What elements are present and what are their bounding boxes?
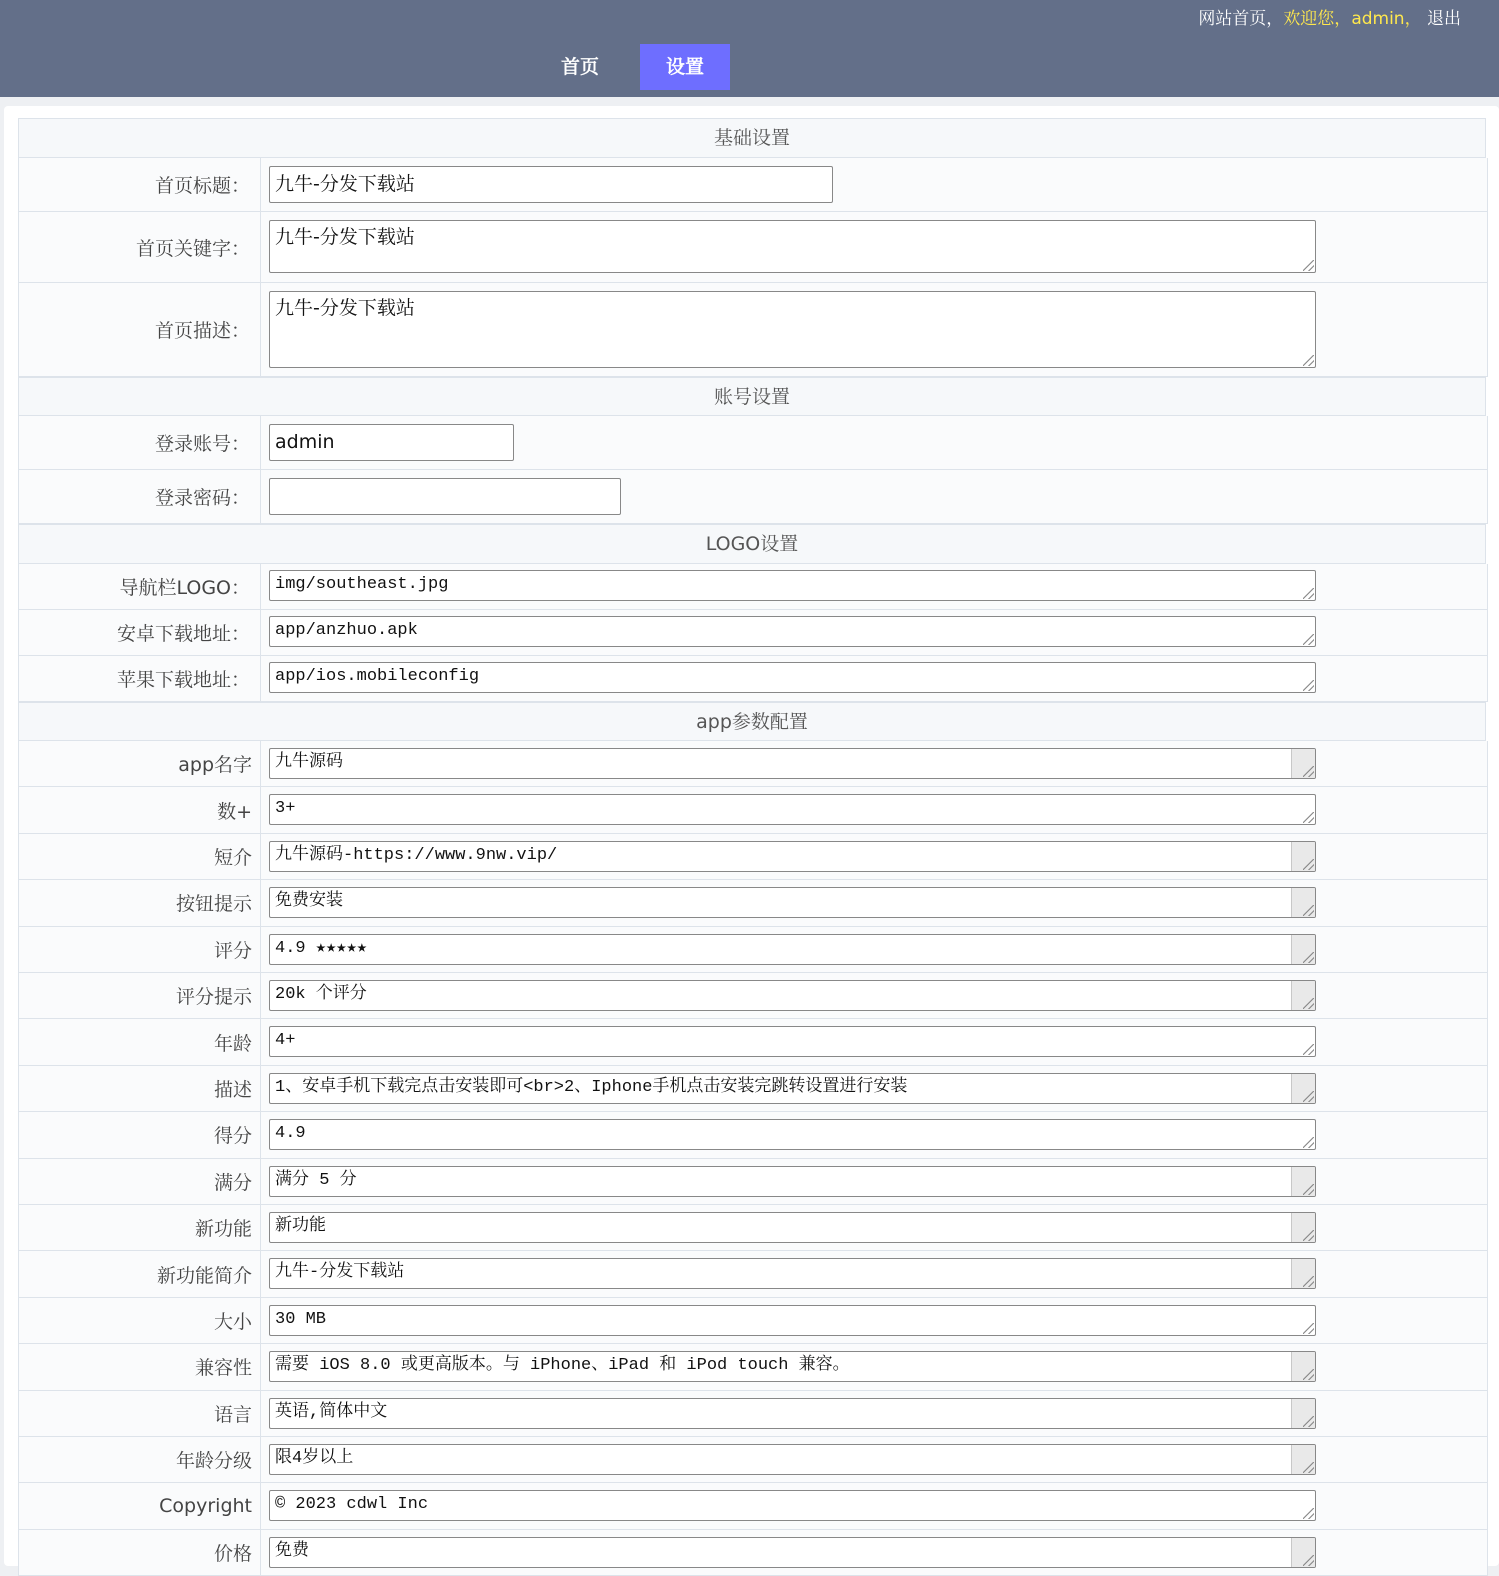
nav-tab-home[interactable]: 首页	[560, 56, 599, 78]
app-config-textarea[interactable]	[269, 1166, 1316, 1197]
android-url-value: app/anzhuo.apk	[275, 621, 418, 640]
row-ios-url	[18, 656, 1488, 702]
app-config-row	[18, 880, 1488, 926]
app-config-label: app名字	[19, 741, 261, 786]
app-config-value: 免费	[275, 1541, 309, 1561]
app-config-textarea[interactable]	[269, 1398, 1316, 1429]
app-config-value: 九牛源码	[275, 753, 343, 772]
app-config-value: 英语,简体中文	[275, 1402, 388, 1422]
user-name: admin，	[1351, 9, 1422, 29]
app-config-row	[18, 1112, 1488, 1158]
resize-grip-icon[interactable]	[1303, 588, 1314, 599]
resize-grip-icon[interactable]	[1303, 766, 1314, 777]
app-config-value: 4+	[275, 1031, 296, 1051]
app-config-label: 按钮提示	[19, 880, 261, 925]
resize-grip-icon[interactable]	[1303, 1184, 1314, 1195]
row-home-title	[18, 158, 1488, 212]
ios-url-label: 苹果下载地址：	[19, 656, 261, 701]
login-account-input[interactable]: admin	[269, 424, 514, 461]
nav-logo-value: img/southeast.jpg	[275, 575, 449, 594]
home-keywords-textarea[interactable]	[269, 220, 1316, 273]
nav-logo-textarea[interactable]	[269, 570, 1316, 601]
home-description-value: 九牛-分发下载站	[275, 297, 415, 319]
app-config-textarea[interactable]	[269, 1119, 1316, 1150]
app-config-value: 4.9 ★★★★★	[275, 938, 367, 958]
section-header-account: 账号设置	[18, 377, 1486, 416]
row-login-password	[18, 470, 1488, 524]
resize-grip-icon[interactable]	[1303, 1555, 1314, 1566]
app-config-value: 九牛-分发下载站	[275, 1263, 405, 1283]
app-config-value: 1、安卓手机下载完点击安装即可<br>2、Iphone手机点击安装完跳转设置进行安装	[275, 1077, 908, 1097]
resize-grip-icon[interactable]	[1303, 634, 1314, 645]
app-config-value: 九牛源码-https://www.9nw.vip/	[275, 845, 558, 865]
app-config-value: 满分 5 分	[275, 1170, 357, 1190]
section-header-logo: LOGO设置	[18, 524, 1486, 564]
app-config-textarea[interactable]	[269, 841, 1316, 872]
app-config-row	[18, 1437, 1488, 1483]
app-config-row	[18, 1344, 1488, 1390]
resize-grip-icon[interactable]	[1303, 260, 1314, 271]
app-config-textarea[interactable]	[269, 1490, 1316, 1521]
app-config-textarea[interactable]	[269, 1305, 1316, 1336]
home-description-textarea[interactable]	[269, 291, 1316, 368]
app-config-label: 评分	[19, 927, 261, 972]
resize-grip-icon[interactable]	[1303, 812, 1314, 823]
app-config-value: 4.9	[275, 1124, 306, 1144]
resize-grip-icon[interactable]	[1303, 1323, 1314, 1334]
app-config-label: 年龄	[19, 1019, 261, 1064]
app-config-row	[18, 973, 1488, 1019]
app-config-label: 兼容性	[19, 1344, 261, 1389]
row-home-description	[18, 283, 1488, 377]
login-account-label: 登录账号：	[19, 416, 261, 469]
nav-tab-settings[interactable]: 设置	[640, 44, 730, 90]
home-keywords-value: 九牛-分发下载站	[275, 226, 415, 248]
resize-grip-icon[interactable]	[1303, 1276, 1314, 1287]
app-config-label: 满分	[19, 1159, 261, 1204]
app-config-textarea[interactable]	[269, 1444, 1316, 1475]
app-config-row	[18, 1205, 1488, 1251]
app-config-label: 数+	[19, 787, 261, 832]
app-config-row	[18, 1066, 1488, 1112]
top-links	[1198, 4, 1461, 29]
resize-grip-icon[interactable]	[1303, 1230, 1314, 1241]
login-password-label: 登录密码：	[19, 470, 261, 523]
resize-grip-icon[interactable]	[1303, 680, 1314, 691]
app-config-label: 评分提示	[19, 973, 261, 1018]
app-config-row	[18, 741, 1488, 787]
row-android-url	[18, 610, 1488, 656]
app-config-textarea[interactable]	[269, 887, 1316, 918]
app-config-row	[18, 1019, 1488, 1065]
resize-grip-icon[interactable]	[1303, 905, 1314, 916]
home-description-label: 首页描述：	[19, 283, 261, 376]
app-config-textarea[interactable]	[269, 1537, 1316, 1568]
home-keywords-label: 首页关键字：	[19, 212, 261, 282]
app-config-value: 免费安装	[275, 892, 343, 912]
app-config-label: 年龄分级	[19, 1437, 261, 1482]
row-home-keywords	[18, 212, 1488, 283]
app-config-textarea[interactable]	[269, 934, 1316, 965]
row-login-account	[18, 416, 1488, 470]
resize-grip-icon[interactable]	[1303, 1044, 1314, 1055]
app-config-label: 新功能简介	[19, 1251, 261, 1296]
welcome-text: 欢迎您，	[1283, 9, 1352, 29]
app-config-value: 限4岁以上	[275, 1449, 354, 1468]
app-config-value: 3+	[275, 799, 296, 819]
app-config-textarea[interactable]	[269, 1073, 1316, 1104]
app-config-label: Copyright	[19, 1483, 261, 1528]
resize-grip-icon[interactable]	[1303, 998, 1314, 1009]
top-nav-bar	[0, 0, 1499, 97]
app-config-label: 价格	[19, 1530, 261, 1575]
app-config-row	[18, 1159, 1488, 1205]
app-config-textarea[interactable]	[269, 794, 1316, 825]
site-home-link[interactable]: 网站首页，	[1198, 9, 1284, 29]
app-config-row	[18, 1251, 1488, 1297]
resize-grip-icon[interactable]	[1303, 952, 1314, 963]
nav-logo-label: 导航栏LOGO：	[19, 564, 261, 609]
resize-grip-icon[interactable]	[1303, 1137, 1314, 1148]
app-config-value: 新功能	[275, 1217, 326, 1236]
ios-url-value: app/ios.mobileconfig	[275, 667, 480, 686]
app-config-row	[18, 787, 1488, 833]
resize-grip-icon[interactable]	[1303, 1369, 1314, 1380]
app-config-value: © 2023 cdwl Inc	[275, 1495, 429, 1515]
app-config-label: 得分	[19, 1112, 261, 1157]
resize-grip-icon[interactable]	[1303, 1462, 1314, 1473]
app-config-textarea[interactable]	[269, 748, 1316, 779]
login-password-input[interactable]	[269, 478, 621, 515]
section-header-basic: 基础设置	[18, 118, 1486, 158]
app-config-row	[18, 1298, 1488, 1344]
resize-grip-icon[interactable]	[1303, 859, 1314, 870]
app-config-value: 需要 iOS 8.0 或更高版本。与 iPhone、iPad 和 iPod touch 兼容。	[275, 1356, 850, 1376]
ios-url-textarea[interactable]	[269, 662, 1316, 693]
home-title-input[interactable]: 九牛-分发下载站	[269, 166, 833, 203]
app-config-label: 大小	[19, 1298, 261, 1343]
app-config-textarea[interactable]	[269, 1026, 1316, 1057]
app-config-label: 语言	[19, 1391, 261, 1436]
resize-grip-icon[interactable]	[1303, 1508, 1314, 1519]
resize-grip-icon[interactable]	[1303, 1416, 1314, 1427]
app-config-label: 新功能	[19, 1205, 261, 1250]
logout-link[interactable]: 退出	[1427, 9, 1461, 29]
android-url-textarea[interactable]	[269, 616, 1316, 647]
app-config-textarea[interactable]	[269, 1258, 1316, 1289]
resize-grip-icon[interactable]	[1303, 1091, 1314, 1102]
android-url-label: 安卓下载地址：	[19, 610, 261, 655]
app-config-textarea[interactable]	[269, 1212, 1316, 1243]
app-config-label: 短介	[19, 834, 261, 879]
app-config-textarea[interactable]	[269, 1351, 1316, 1382]
app-config-textarea[interactable]	[269, 980, 1316, 1011]
app-config-value: 20k 个评分	[275, 985, 367, 1004]
row-nav-logo	[18, 564, 1488, 610]
app-config-label: 描述	[19, 1066, 261, 1111]
section-header-app: app参数配置	[18, 702, 1486, 741]
resize-grip-icon[interactable]	[1303, 355, 1314, 366]
app-config-row	[18, 1483, 1488, 1529]
home-title-label: 首页标题：	[19, 158, 261, 211]
app-config-value: 30 MB	[275, 1309, 327, 1329]
app-config-row	[18, 927, 1488, 973]
app-config-row	[18, 1391, 1488, 1437]
app-config-row	[18, 834, 1488, 880]
